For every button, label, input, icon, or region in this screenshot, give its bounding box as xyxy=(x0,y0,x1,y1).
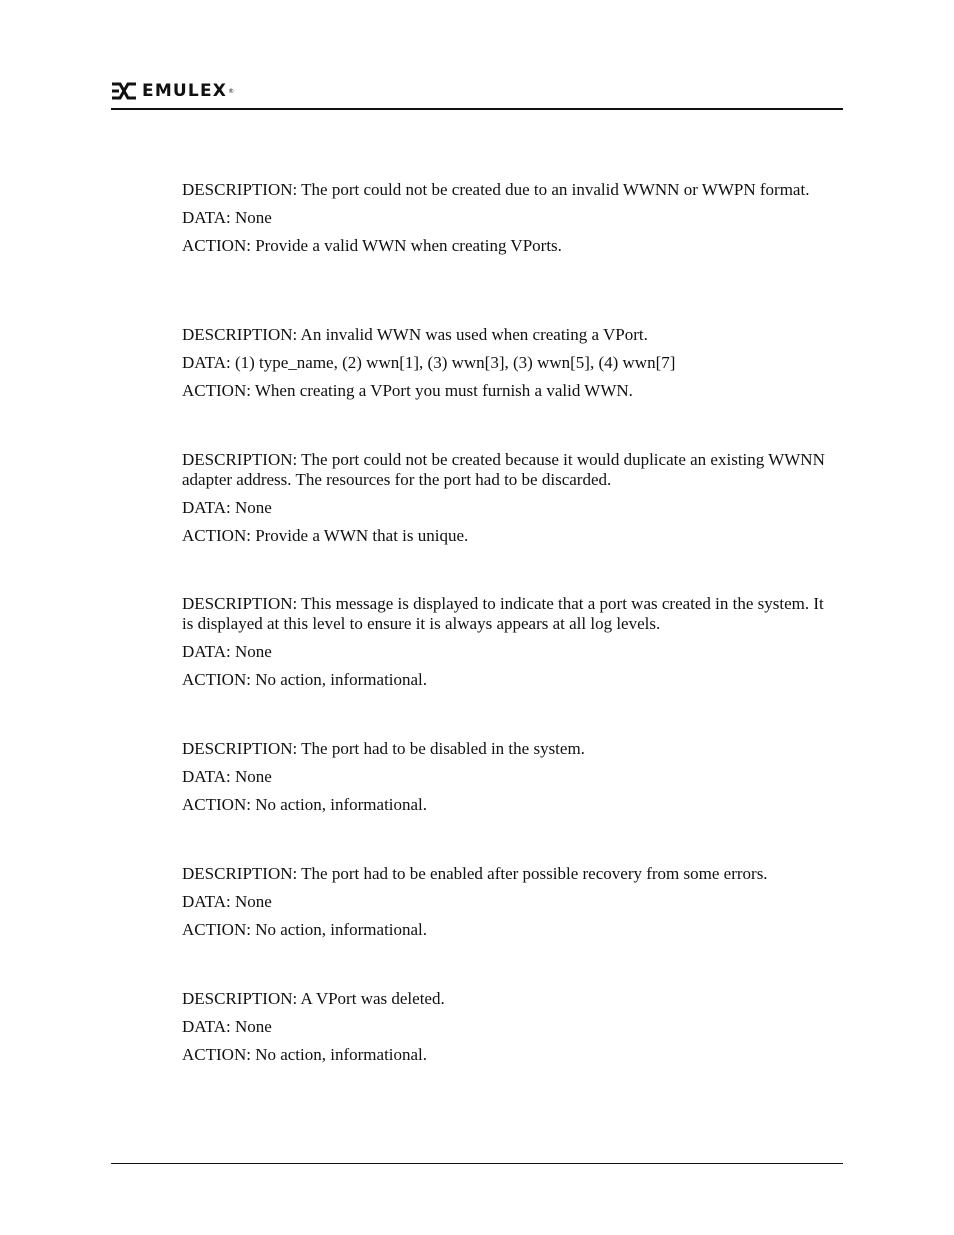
action-text: ACTION: No action, informational. xyxy=(182,795,428,814)
action-text: ACTION: When creating a VPort you must furnish a valid WWN. xyxy=(182,381,633,400)
data-text: DATA: None xyxy=(182,642,272,661)
message-entry xyxy=(182,450,832,546)
brand-logo xyxy=(111,80,234,102)
description-text: DESCRIPTION: The port could not be created due to an invalid WWNN or WWPN format. xyxy=(182,180,810,199)
header-divider xyxy=(111,108,843,110)
message-entry xyxy=(182,594,832,690)
data-text: DATA: (1) type_name, (2) wwn[1], (3) wwn[3], (3) wwn[5], (4) wwn[7] xyxy=(182,353,676,372)
registered-mark: ® xyxy=(228,87,235,95)
action-text: ACTION: No action, informational. xyxy=(182,670,428,689)
data-text: DATA: None xyxy=(182,767,272,786)
message-entry xyxy=(182,325,832,401)
data-text: DATA: None xyxy=(182,892,272,911)
action-text: ACTION: No action, informational. xyxy=(182,1045,428,1064)
action-text: ACTION: Provide a WWN that is unique. xyxy=(182,526,469,545)
data-text: DATA: None xyxy=(182,1017,272,1036)
description-text: DESCRIPTION: An invalid WWN was used when creating a VPort. xyxy=(182,325,648,344)
message-entry xyxy=(182,739,832,815)
description-text: DESCRIPTION: This message is displayed to indicate that a port was created in the system. It is displayed at this level to ensure it is always appears at all log levels. xyxy=(182,594,824,633)
emulex-logo-icon xyxy=(111,82,137,100)
message-entry xyxy=(182,180,832,256)
data-text: DATA: None xyxy=(182,498,272,517)
message-entry xyxy=(182,989,832,1065)
description-text: DESCRIPTION: The port had to be enabled after possible recovery from some errors. xyxy=(182,864,768,883)
message-entry xyxy=(182,864,832,940)
data-text: DATA: None xyxy=(182,208,272,227)
description-text: DESCRIPTION: The port could not be created because it would duplicate an existing WWNN adapter address. The resources for the port had to be discarded. xyxy=(182,450,825,489)
description-text: DESCRIPTION: The port had to be disabled in the system. xyxy=(182,739,585,758)
footer-divider xyxy=(111,1163,843,1164)
action-text: ACTION: No action, informational. xyxy=(182,920,428,939)
action-text: ACTION: Provide a valid WWN when creating VPorts. xyxy=(182,236,562,255)
description-text: DESCRIPTION: A VPort was deleted. xyxy=(182,989,445,1008)
brand-name: EMULEX xyxy=(142,81,228,101)
